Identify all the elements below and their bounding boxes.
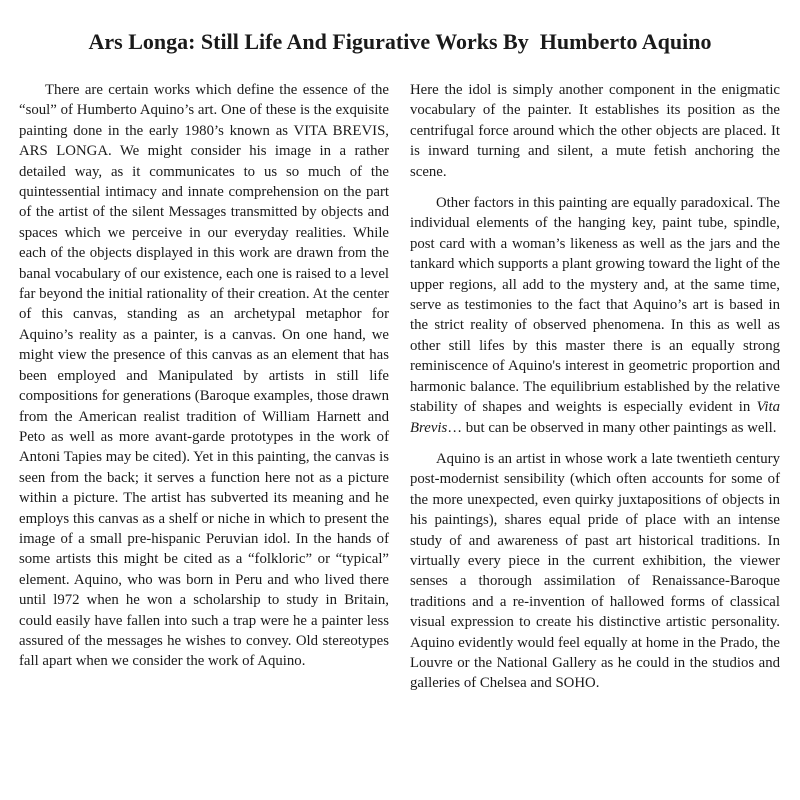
italic-title-vita-brevis: Vita Brevis — [410, 399, 780, 436]
paragraph-idol: Here the idol is simply another component in the enigmatic vocabulary of the painter. It establishes its position as the centrifugal force around which the other objects are placed. It is inward turning and silent, a mute fetish anchoring the scene. — [410, 82, 780, 180]
paragraph-text-after-italic: … but can be observed in many other paintings as well. — [447, 419, 777, 436]
left-column — [19, 80, 389, 672]
paragraph-text-before-italic: Other factors in this painting are equally paradoxical. The individual elements of the hanging key, paint tube, spindle, post card with a woman’s likeness as well as the jars and the tankard which supports a plant growing toward the light of the upper regions, all add to the mystery and, at the same time, serve as testimonies to the fact that Aquino’s art is based in the strict reality of observed phenomena. In this as well as other still lifes by this master there is an equally strong reminiscence of Aquino's interest in geometric proportion and harmonic balance. The equilibrium established by the relative stability of shapes and weights is especially evident in — [410, 195, 780, 416]
paragraph-paradoxical-factors — [410, 193, 780, 438]
paragraph-vita-brevis-intro: There are certain works which define the essence of the “soul” of Humberto Aquino’s art. One of these is the exquisite painting done in the early 1980’s known as VITA BREVIS, ARS LONGA. We might consider his image in a rather detailed way, as it communicates to us so much of the quintessential intimacy and innate comprehension on the part of the artist of the silent Messages transmitted by objects and spaces which we perceive in our everyday realities. While each of the objects displayed in this work are drawn from the banal vocabulary of our existence, each one is raised to a level far beyond the initial rationality of their creation. At the center of this canvas, standing as an archetypal metaphor for Aquino’s reality as a painter, is a canvas. On one hand, we might view the presence of this canvas as an element that has been employed and Manipulated by artists in still life compositions for generations (Baroque examples, those drawn from the American realist tradition of William Harnett and Peto as well as more avant-garde prototypes in the work of Antoni Tapies may be cited). Yet in this painting, the canvas is seen from the back; it serves a function here not as a picture within a picture. The artist has subverted its meaning and he employs this canvas as a shelf or niche in which to present the image of a small pre-hispanic Peruvian idol. In the hands of some artists this might be cited as a “folkloric” or “typical” element. Aquino, who was born in Peru and who lived there until l972 when he won a scholarship to study in Britain, could easily have fallen into such a trap were he a painter less assured of the messages he wishes to convey. Old stereotypes fall apart when we consider the work of Aquino. — [19, 82, 389, 670]
page-title: Ars Longa: Still Life And Figurative Works By Humberto Aquino — [88, 29, 712, 54]
paragraph-post-modernist: Aquino is an artist in whose work a late twentieth century post-modernist sensibility (which often accounts for some of the more unexpected, even quirky juxtapositions of objects in his paintings), shares equal pride of place with an intense study of and awareness of past art historical traditions. In virtually every piece in the current exhibition, the viewer senses a thorough assimilation of Renaissance-Baroque traditions and a re-invention of hallowed forms of classical visual expression to create his distinctive artistic personality. Aquino evidently would feel equally at home in the Prado, the Louvre or the National Gallery as he could in the studios and galleries of Chelsea and SOHO. — [410, 450, 780, 692]
right-column — [410, 80, 780, 694]
